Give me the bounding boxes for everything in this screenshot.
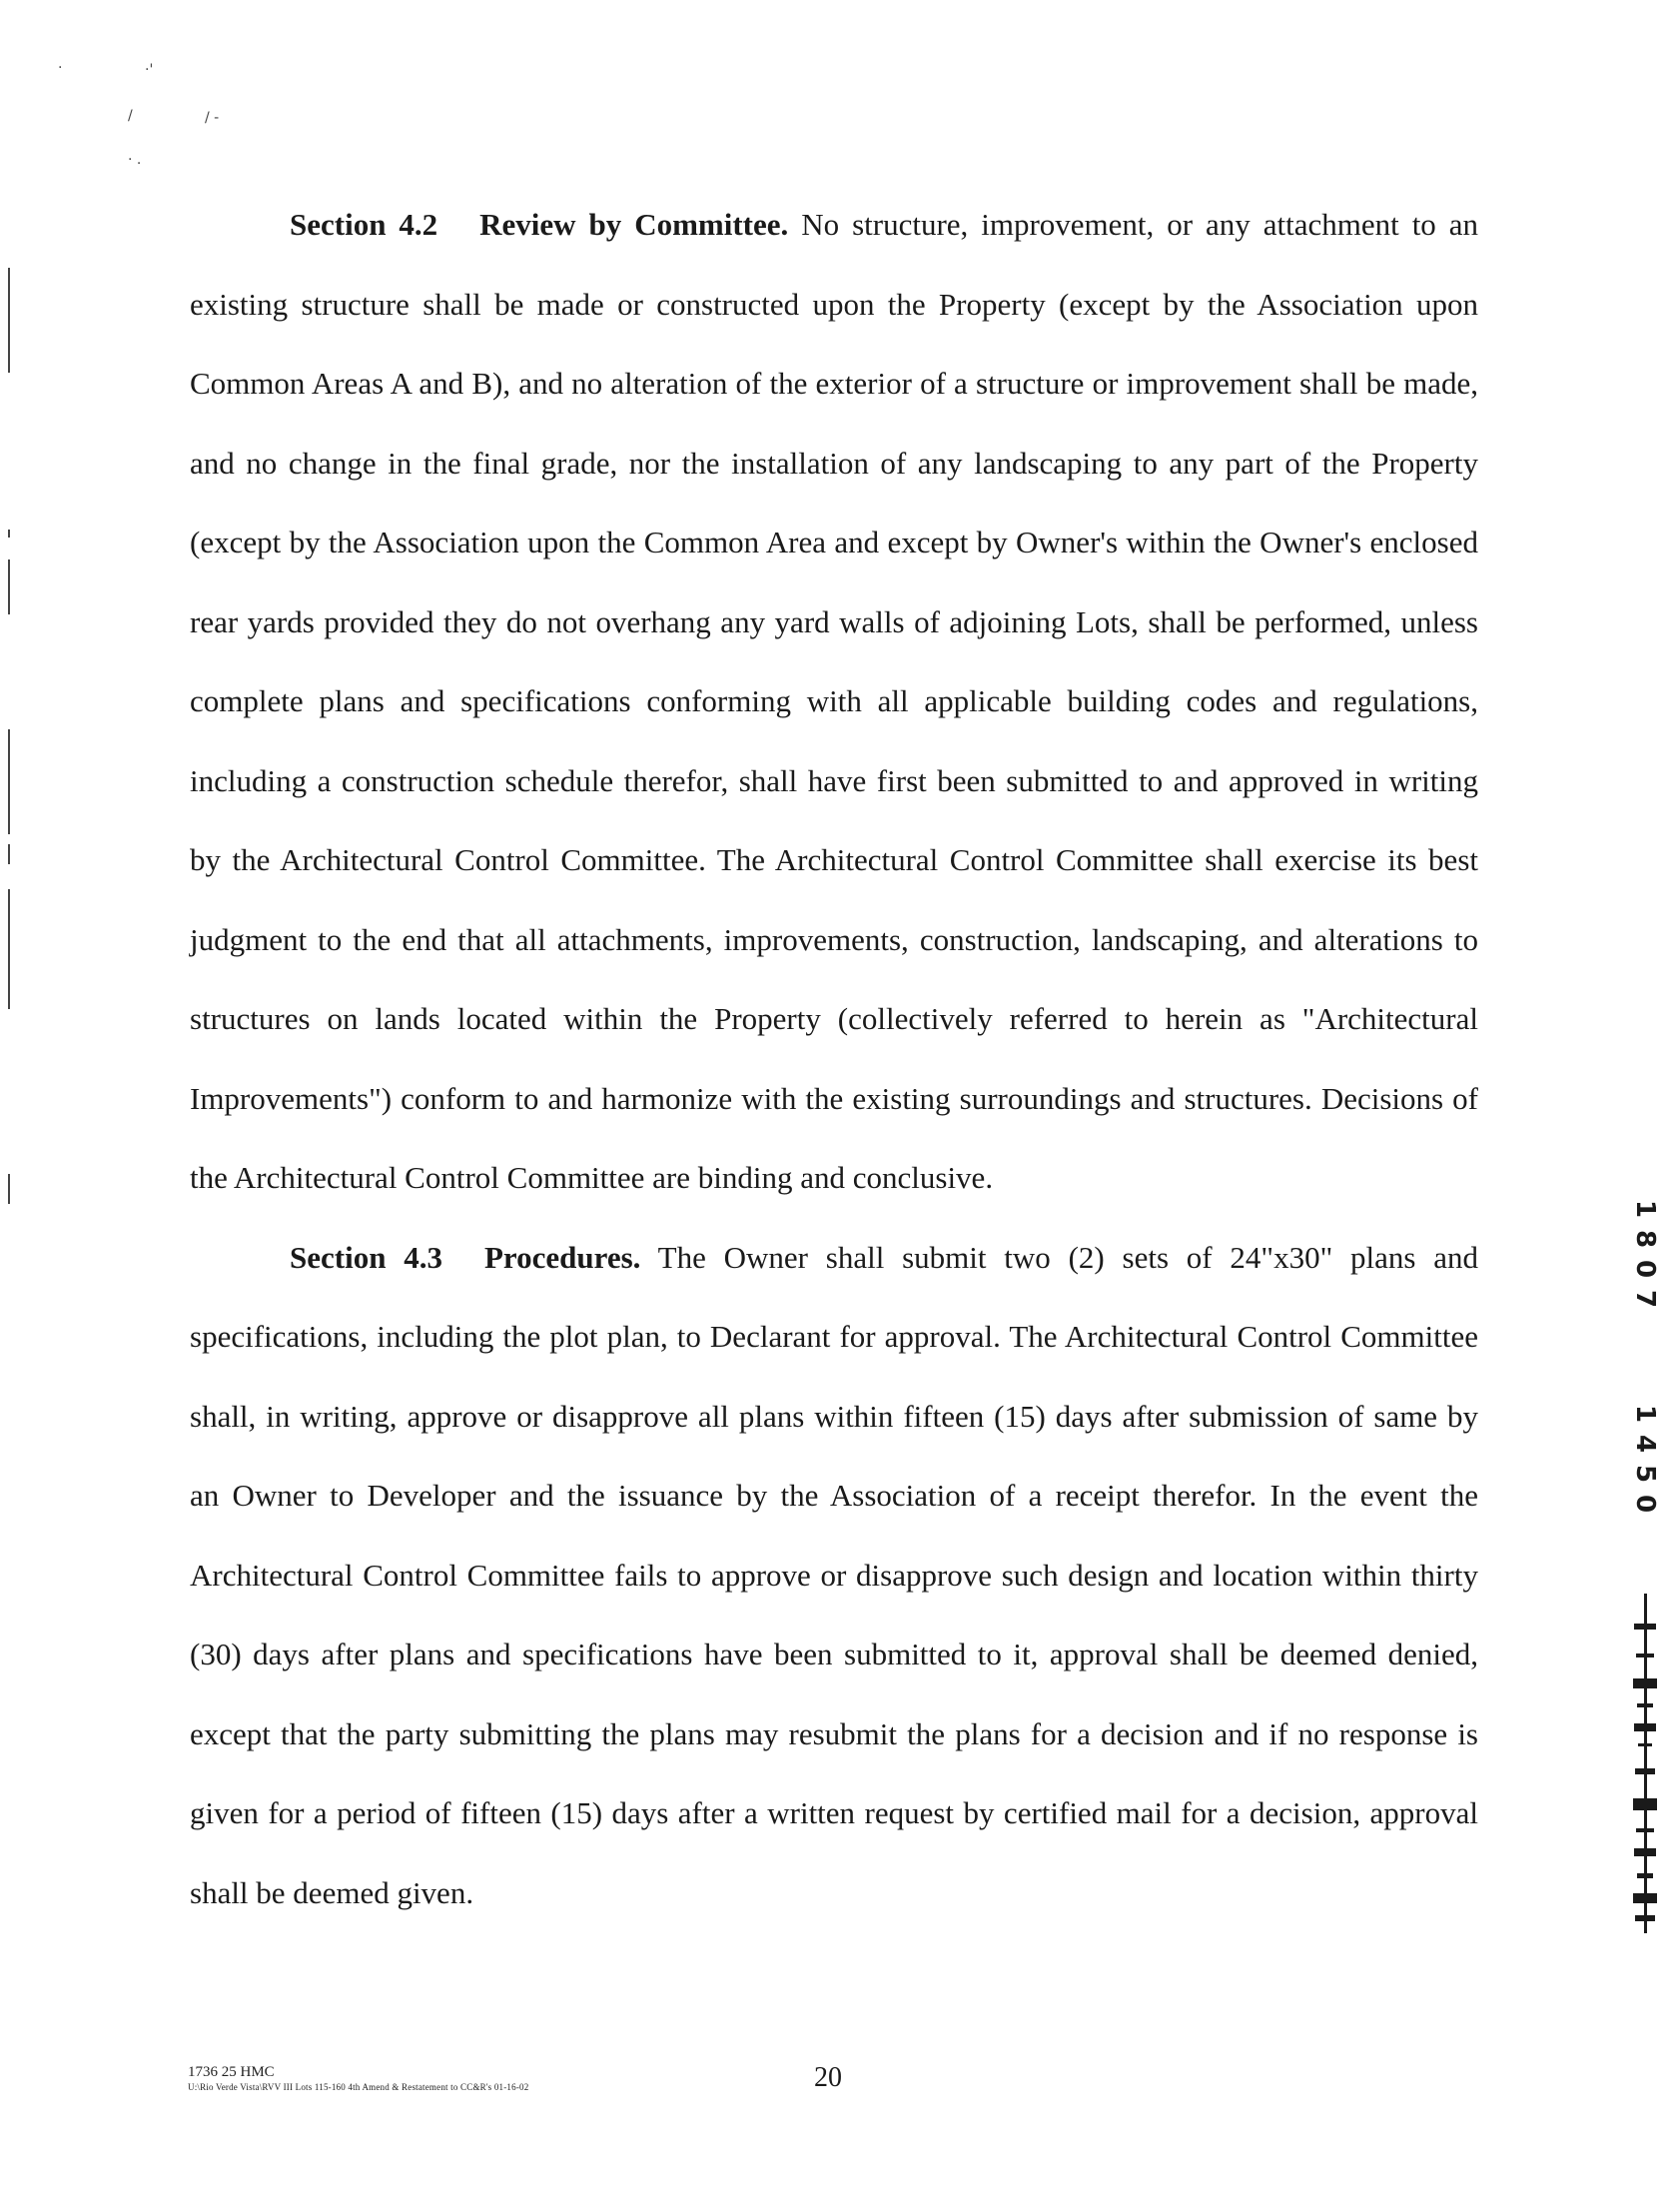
stamp-digit: 7: [1630, 1289, 1660, 1309]
document-body: [190, 185, 1478, 1932]
margin-change-bar: [8, 889, 10, 1009]
footer-file-path: U:\Rio Verde Vista\RVV III Lots 115-160 4th Amend & Restatement to CC&R's 01-16-02: [188, 2082, 529, 2092]
margin-change-bar: [8, 268, 10, 373]
margin-change-bar: [8, 530, 10, 538]
margin-change-bar: [8, 729, 10, 834]
footer-document-reference: [188, 2065, 528, 2095]
footer-doc-code: 1736 25 HMC: [188, 2064, 275, 2080]
section-4-3-heading: Procedures.: [483, 1239, 641, 1275]
section-4-2-number: Section 4.2: [290, 207, 438, 242]
recording-barcode: [1630, 1594, 1660, 1933]
scan-artifact: / -: [205, 110, 220, 126]
margin-change-bar: [8, 559, 10, 614]
page-number: 20: [814, 2062, 842, 2093]
section-4-2-paragraph: [190, 185, 1478, 1218]
stamp-digit: 1: [1630, 1199, 1660, 1219]
stamp-digit: 8: [1630, 1229, 1660, 1249]
stamp-digit: 0: [1630, 1259, 1660, 1279]
margin-change-bar: [8, 844, 10, 864]
section-4-3-paragraph: [190, 1218, 1478, 1933]
stamp-digit: 0: [1630, 1494, 1660, 1514]
stamp-digit: 5: [1630, 1464, 1660, 1484]
section-4-3-number: Section 4.3: [290, 1239, 442, 1275]
section-4-2-heading: Review by Committee.: [479, 207, 789, 242]
scan-artifact: ·': [145, 62, 154, 78]
section-4-2-text: No structure, improvement, or any attachment to an existing structure shall be made or constructed upon the Property (except by the Association upon Common Areas A and B), and no alteration of the exterior of a structure or improvement shall be made, and no change in the final grade, nor the installation of any landscaping to any part of the Property (except by the Association upon the Common Area and except by Owner's within the Owner's enclosed rear yards provided they do not overhang any yard walls of adjoining Lots, shall be performed, unless complete plans and specifications conforming with all applicable building codes and regulations, including a construction schedule therefor, shall have first been submitted to and approved in writing by the Architectural Control Committee. The Architectural Control Committee shall exercise its best judgment to the end that all attachments, improvements, construction, landscaping, and alterations to structures on lands located within the Property (collectively referred to herein as "Architectural Improvements") conform to and harmonize with the existing surroundings and structures. Decisions of the Architectural Control Committee are binding and conclusive.: [190, 207, 1479, 1195]
section-4-3-text: The Owner shall submit two (2) sets of 24"x30" plans and specifications, including the plot plan, to Declarant for approval. The Architectural Control Committee shall, in writing, approve or disapprove all plans within fifteen (15) days after submission of same by an Owner to Developer and the issuance by the Association of a receipt therefor. In the event the Architectural Control Committee fails to approve or disapprove such design and location within thirty (30) days after plans and specifications have been submitted to it, approval shall be deemed denied, except that the party submitting the plans may resubmit the plans for a decision and if no response is given for a period of fifteen (15) days after a written request by certified mail for a decision, approval shall be deemed given.: [190, 1239, 1478, 1910]
recording-page-number: [1630, 1399, 1660, 1519]
scan-artifact: · .: [128, 152, 142, 168]
recording-book-number: [1630, 1194, 1660, 1314]
scan-artifact: ·: [58, 60, 63, 76]
margin-change-bar: [8, 1174, 10, 1204]
stamp-digit: 1: [1630, 1404, 1660, 1424]
scan-artifact: /: [128, 108, 133, 124]
stamp-digit: 4: [1630, 1434, 1660, 1454]
